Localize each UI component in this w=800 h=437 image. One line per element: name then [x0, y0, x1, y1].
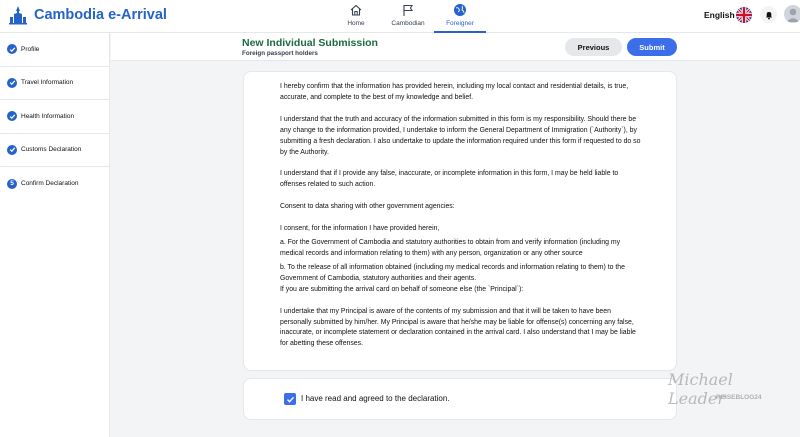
agreement-card — [243, 378, 677, 420]
check-icon — [286, 395, 295, 404]
globe-icon — [453, 3, 467, 17]
watermark-signature: Michael Leader — [668, 370, 733, 408]
form-subheader — [111, 33, 800, 61]
sidebar-item-label: Confirm Declaration — [21, 180, 79, 188]
watermark — [668, 370, 788, 415]
top-header — [0, 0, 800, 33]
check-icon — [7, 44, 17, 54]
check-icon — [7, 145, 17, 155]
declaration-paragraph: I understand that if I provide any false, inaccurate, or incomplete information in this form, I may be held liable to offenses related to such action. — [280, 170, 619, 189]
declaration-paragraph: I hereby confirm that the information has provided herein, including my local contact and residential details, is true, accurate, and complete to the best of my knowledge and belief. — [280, 83, 629, 101]
bell-icon — [764, 10, 774, 20]
declaration-paragraph: b. To the release of all information obtained (including my medical records and information relating to them) to the Government of Cambodia, statutory authorities and their agents. — [280, 263, 625, 282]
nav-foreigner[interactable] — [434, 0, 486, 33]
sidebar-item-label: Travel Information — [21, 79, 74, 87]
submit-button[interactable]: Submit — [627, 38, 677, 56]
page-title: New Individual Submission — [242, 37, 378, 49]
sidebar-item-travel-information[interactable] — [0, 67, 109, 101]
sidebar-item-profile[interactable] — [0, 33, 109, 67]
flag-icon — [401, 3, 415, 17]
declaration-paragraph: If you are submitting the arrival card on behalf of someone else (the `Principal`): — [280, 285, 524, 293]
user-icon — [784, 5, 800, 23]
user-avatar[interactable] — [784, 5, 800, 23]
nav-foreigner-label: Foreigner — [446, 20, 474, 27]
declaration-paragraph: I undertake that my Principal is aware of the contents of my submission and that it will be taken to have been personally submitted by him/her. My Principal is aware that he/she may be liable for offense(s) concerning any false, inaccurate, or incomplete statement or declaration contained in the arrival card. I also understand that I may be liable for abetting these offenses. — [280, 307, 636, 348]
declaration-paragraph: Consent to data sharing with other government agencies: — [280, 203, 455, 211]
declaration-paragraph: a. For the Government of Cambodia and statutory authorities to obtain from and verify information (including my medical records and information relating to them) with any person, organization or any other source — [280, 239, 621, 257]
app-logo[interactable] — [8, 5, 167, 25]
language-selector[interactable]: English — [704, 10, 735, 20]
check-icon — [7, 78, 17, 88]
sidebar-item-label: Health Information — [21, 112, 75, 120]
agree-checkbox[interactable] — [284, 393, 296, 405]
nav-cambodian-label: Cambodian — [391, 20, 425, 27]
check-icon — [7, 111, 17, 121]
declaration-paragraph: I consent, for the information I have provided herein, — [280, 225, 440, 233]
sidebar-item-health-information[interactable] — [0, 100, 109, 134]
sidebar-item-customs-declaration[interactable] — [0, 134, 109, 168]
nav-cambodian[interactable] — [382, 0, 434, 33]
steps-sidebar — [0, 33, 110, 437]
previous-button[interactable]: Previous — [565, 38, 622, 56]
step-number-icon: 5 — [7, 179, 17, 189]
watermark-blog: REISEBLOG24 — [716, 394, 762, 401]
nav-home-label: Home — [347, 20, 365, 27]
agree-label[interactable]: I have read and agreed to the declaration. — [301, 394, 450, 403]
notifications-button[interactable] — [760, 6, 777, 23]
uk-flag-icon[interactable] — [736, 7, 752, 23]
page-subtitle: Foreign passport holders — [242, 50, 318, 57]
declaration-paragraph: I understand that the truth and accuracy of the information submitted in this form is my responsibility. Should there be any change to the information provided, I undertake to inform the General Department of Immigration (`Authority`), by submitting a fresh declaration. I also undertake to update the information required under this form if requested to do so by the Authority. — [280, 115, 641, 156]
app-title: Cambodia e-Arrival — [34, 7, 167, 23]
angkor-logo-icon — [8, 5, 28, 25]
declaration-card — [243, 71, 677, 371]
sidebar-item-label: Customs Declaration — [21, 146, 82, 154]
main-nav — [330, 0, 486, 33]
declaration-text — [280, 82, 644, 350]
nav-home[interactable] — [330, 0, 382, 33]
home-icon — [349, 3, 363, 17]
sidebar-item-confirm-declaration[interactable] — [0, 167, 109, 201]
sidebar-item-label: Profile — [21, 45, 40, 53]
